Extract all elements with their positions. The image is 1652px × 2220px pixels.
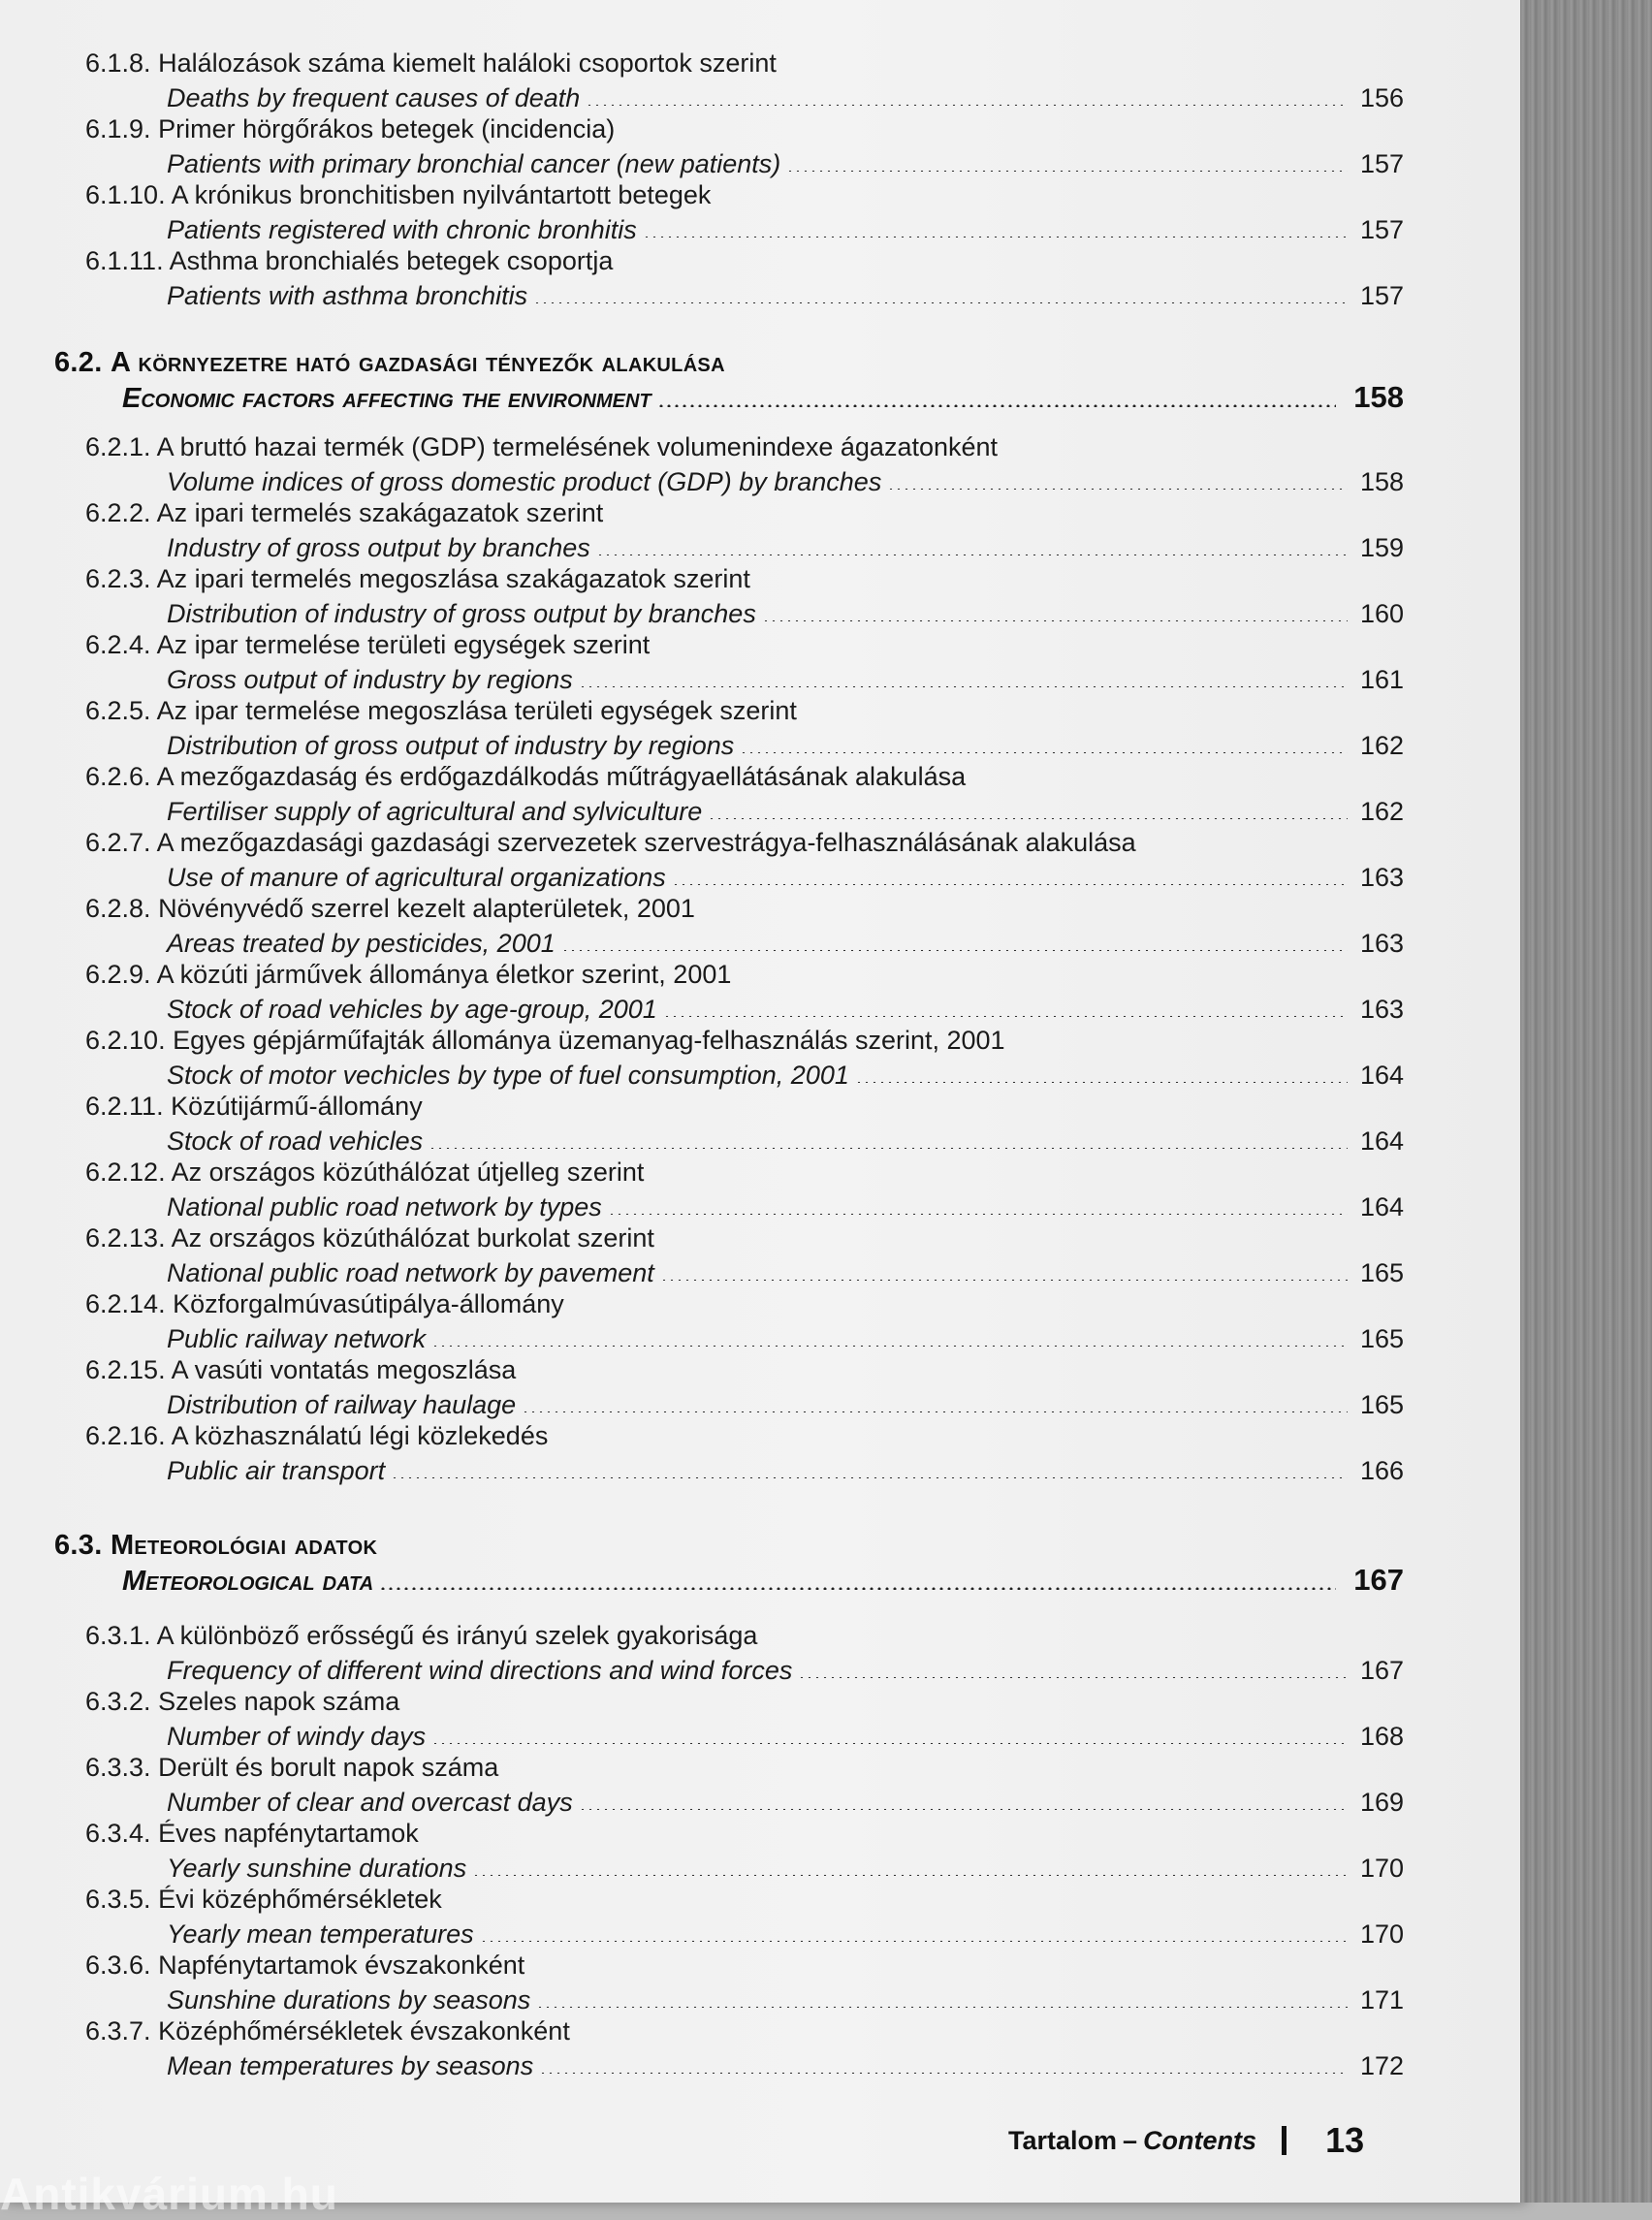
entry-number: 6.2.15. xyxy=(85,1355,166,1384)
entry-title-en: Patients with primary bronchial cancer (new patients) xyxy=(167,149,781,178)
entry-title-en: Yearly mean temperatures xyxy=(167,1919,474,1949)
section-title-hu: A környezetre ható gazdasági tényezők alakulása xyxy=(110,347,725,378)
entry-number: 6.2.7. xyxy=(85,828,151,857)
entry-title-en: Stock of road vehicles xyxy=(167,1126,424,1156)
entry-page: 159 xyxy=(1359,533,1404,562)
entry-title-en: Number of clear and overcast days xyxy=(167,1788,573,1817)
entry-title-hu: Derült és borult napok száma xyxy=(158,1753,499,1782)
dot-leader xyxy=(657,404,1336,407)
entry-number: 6.3.4. xyxy=(85,1819,151,1848)
entry-number: 6.1.9. xyxy=(85,114,151,143)
entry-title-en: Patients with asthma bronchitis xyxy=(167,281,528,310)
page-footer xyxy=(1008,2121,1364,2160)
section-title-hu: Meteorológiai adatok xyxy=(110,1530,378,1561)
entry-title-hu: Primer hörgőrákos betegek (incidencia) xyxy=(158,114,616,143)
entry-title-en: National public road network by types xyxy=(167,1192,602,1221)
entry-title-en: Patients registered with chronic bronhitis xyxy=(167,215,637,244)
dot-leader xyxy=(579,1808,1348,1810)
entry-title-hu: A bruttó hazai termék (GDP) termelésének volumenindexe ágazatonként xyxy=(156,432,999,461)
entry-number: 6.3.2. xyxy=(85,1687,151,1716)
entry-title-en: Sunshine durations by seasons xyxy=(167,1985,531,2014)
entry-title-hu: Az ipar termelése megoszlása területi egységek szerint xyxy=(156,696,797,725)
entry-number: 6.2.12. xyxy=(85,1158,166,1187)
entry-number: 6.3.1. xyxy=(85,1621,151,1650)
entry-title-hu: A krónikus bronchitisben nyilvántartott betegek xyxy=(171,180,712,209)
entry-title-hu: Éves napfénytartamok xyxy=(158,1819,419,1848)
dot-leader xyxy=(561,949,1348,951)
section-page: 158 xyxy=(1353,380,1404,414)
entry-title-hu: Az országos közúthálózat útjelleg szerint xyxy=(171,1158,645,1187)
entry-number: 6.2.14. xyxy=(85,1289,166,1318)
entry-title-hu: Növényvédő szerrel kezelt alapterületek, 2001 xyxy=(158,894,695,923)
entry-title-hu: A mezőgazdaság és erdőgazdálkodás műtrágyaellátásának alakulása xyxy=(156,762,967,791)
entry-title-en: Industry of gross output by branches xyxy=(167,533,590,562)
section-number: 6.2. xyxy=(54,347,103,378)
entry-title-en: Deaths by frequent causes of death xyxy=(167,83,581,112)
entry-title-en: Distribution of railway haulage xyxy=(167,1390,517,1419)
dot-leader xyxy=(429,1147,1348,1149)
entry-page: 157 xyxy=(1359,215,1404,244)
entry-title-hu: Az ipari termelés megoszlása szakágazatok szerint xyxy=(156,564,750,593)
entry-page: 156 xyxy=(1359,83,1404,112)
entry-title-hu: Közútijármű-állomány xyxy=(171,1092,423,1121)
entry-page: 164 xyxy=(1359,1061,1404,1090)
entry-title-hu: Az ipari termelés szakágazatok szerint xyxy=(156,498,604,527)
entry-page: 157 xyxy=(1359,281,1404,310)
entry-title-en: Public air transport xyxy=(167,1456,386,1485)
entry-title-hu: A mezőgazdasági gazdasági szervezetek szervestrágya-felhasználásának alakulása xyxy=(156,828,1136,857)
entry-page: 170 xyxy=(1359,1919,1404,1949)
entry-number: 6.2.5. xyxy=(85,696,151,725)
entry-number: 6.2.6. xyxy=(85,762,151,791)
entry-page: 169 xyxy=(1359,1788,1404,1817)
entry-number: 6.2.1. xyxy=(85,432,151,461)
entry-page: 163 xyxy=(1359,929,1404,958)
entry-page: 157 xyxy=(1359,149,1404,178)
entry-title-hu: Napfénytartamok évszakonként xyxy=(158,1950,525,1980)
dot-leader xyxy=(472,1874,1348,1876)
entry-title-en: National public road network by pavement xyxy=(167,1258,654,1287)
dot-leader xyxy=(887,488,1348,490)
entry-number: 6.2.10. xyxy=(85,1026,166,1055)
entry-page: 161 xyxy=(1359,665,1404,694)
entry-number: 6.2.3. xyxy=(85,564,151,593)
dot-leader xyxy=(660,1279,1348,1281)
footer-dash: – xyxy=(1123,2125,1138,2155)
entry-title-en: Mean temperatures by seasons xyxy=(167,2051,534,2080)
entry-page: 165 xyxy=(1359,1258,1404,1287)
dot-leader xyxy=(762,619,1348,621)
entry-title-hu: Egyes gépjárműfajták állománya üzemanyag-felhasználás szerint, 2001 xyxy=(173,1026,1005,1055)
entry-page: 172 xyxy=(1359,2051,1404,2080)
entry-page: 162 xyxy=(1359,731,1404,760)
entry-title-en: Number of windy days xyxy=(167,1722,427,1751)
footer-separator xyxy=(1282,2126,1287,2155)
dot-leader xyxy=(798,1676,1348,1678)
entry-page: 170 xyxy=(1359,1854,1404,1883)
entry-title-en: Gross output of industry by regions xyxy=(167,665,573,694)
entry-page: 171 xyxy=(1359,1985,1404,2014)
entry-title-hu: A vasúti vontatás megoszlása xyxy=(171,1355,517,1384)
dot-leader xyxy=(663,1015,1348,1017)
watermark: Antikvárium.hu xyxy=(0,2169,338,2219)
dot-leader xyxy=(391,1476,1348,1478)
entry-number: 6.2.8. xyxy=(85,894,151,923)
entry-page: 167 xyxy=(1359,1656,1404,1685)
dot-leader xyxy=(708,817,1348,819)
entry-title-en: Distribution of gross output of industry by regions xyxy=(167,731,735,760)
dot-leader xyxy=(672,883,1348,885)
entry-number: 6.1.10. xyxy=(85,180,166,209)
entry-page: 168 xyxy=(1359,1722,1404,1751)
dot-leader xyxy=(855,1081,1348,1083)
dot-leader xyxy=(536,2006,1348,2008)
dot-leader xyxy=(522,1411,1348,1412)
dot-leader xyxy=(533,301,1348,303)
entry-number: 6.2.9. xyxy=(85,960,151,989)
entry-title-en: Frequency of different wind directions and wind forces xyxy=(167,1656,793,1685)
background-strip xyxy=(1520,0,1652,2203)
entry-number: 6.3.3. xyxy=(85,1753,151,1782)
dot-leader xyxy=(586,104,1348,106)
entry-page: 165 xyxy=(1359,1390,1404,1419)
entry-title-en: Stock of road vehicles by age-group, 2001 xyxy=(167,995,657,1024)
entry-title-en: Fertiliser supply of agricultural and sylviculture xyxy=(167,797,703,826)
dot-leader xyxy=(608,1213,1348,1215)
dot-leader xyxy=(431,1345,1348,1347)
entry-page: 160 xyxy=(1359,599,1404,628)
dot-leader xyxy=(786,170,1348,172)
entry-number: 6.2.13. xyxy=(85,1223,166,1253)
footer-label-hu: Tartalom xyxy=(1008,2125,1118,2155)
entry-title-hu: A különböző erősségű és irányú szelek gyakorisága xyxy=(156,1621,758,1650)
section-page: 167 xyxy=(1353,1563,1404,1597)
entry-page: 158 xyxy=(1359,467,1404,496)
entry-number: 6.3.6. xyxy=(85,1950,151,1980)
entry-title-en: Areas treated by pesticides, 2001 xyxy=(167,929,556,958)
dot-leader xyxy=(579,685,1348,687)
footer-label-en: Contents xyxy=(1143,2125,1257,2155)
dot-leader xyxy=(539,2072,1348,2074)
entry-number: 6.1.11. xyxy=(85,246,164,275)
entry-page: 164 xyxy=(1359,1192,1404,1221)
entry-title-hu: Az ipar termelése területi egységek szerint xyxy=(156,630,651,659)
entry-title-en: Yearly sunshine durations xyxy=(167,1854,467,1883)
entry-number: 6.2.4. xyxy=(85,630,151,659)
entry-page: 163 xyxy=(1359,995,1404,1024)
entry-number: 6.1.8. xyxy=(85,48,151,78)
entry-title-en: Volume indices of gross domestic product (GDP) by branches xyxy=(167,467,882,496)
dot-leader xyxy=(431,1742,1348,1744)
entry-page: 165 xyxy=(1359,1324,1404,1353)
dot-leader xyxy=(643,236,1348,238)
entry-number: 6.2.11. xyxy=(85,1092,164,1121)
page-number: 13 xyxy=(1325,2120,1365,2160)
entry-title-en: Stock of motor vechicles by type of fuel consumption, 2001 xyxy=(167,1061,849,1090)
entry-page: 162 xyxy=(1359,797,1404,826)
section-title-en: Economic factors affecting the environment xyxy=(122,383,651,414)
section-number: 6.3. xyxy=(54,1530,103,1561)
entry-number: 6.3.5. xyxy=(85,1885,151,1914)
entry-number: 6.3.7. xyxy=(85,2016,151,2046)
entry-title-hu: A közúti járművek állománya életkor szerint, 2001 xyxy=(156,960,732,989)
entry-title-en: Public railway network xyxy=(167,1324,427,1353)
entry-title-hu: Az országos közúthálózat burkolat szerint xyxy=(171,1223,654,1253)
dot-leader xyxy=(596,554,1348,555)
section-title-en: Meteorological data xyxy=(122,1566,374,1597)
entry-title-hu: Szeles napok száma xyxy=(158,1687,400,1716)
entry-title-hu: A közhasználatú légi közlekedés xyxy=(171,1421,549,1450)
dot-leader xyxy=(480,1940,1348,1942)
entry-page: 164 xyxy=(1359,1126,1404,1156)
entry-title-hu: Asthma bronchialés betegek csoportja xyxy=(169,246,614,275)
entry-number: 6.2.2. xyxy=(85,498,151,527)
entry-title-hu: Középhőmérsékletek évszakonként xyxy=(158,2016,570,2046)
entry-title-en: Distribution of industry of gross output by branches xyxy=(167,599,756,628)
entry-title-hu: Közforgalmúvasútipálya-állomány xyxy=(173,1289,564,1318)
entry-page: 163 xyxy=(1359,863,1404,892)
dot-leader xyxy=(740,751,1348,753)
dot-leader xyxy=(379,1587,1336,1590)
entry-title-hu: Évi középhőmérsékletek xyxy=(158,1885,442,1914)
entry-number: 6.2.16. xyxy=(85,1421,166,1450)
entry-title-en: Use of manure of agricultural organizations xyxy=(167,863,666,892)
entry-page: 166 xyxy=(1359,1456,1404,1485)
entry-title-hu: Halálozások száma kiemelt haláloki csoportok szerint xyxy=(158,48,777,78)
